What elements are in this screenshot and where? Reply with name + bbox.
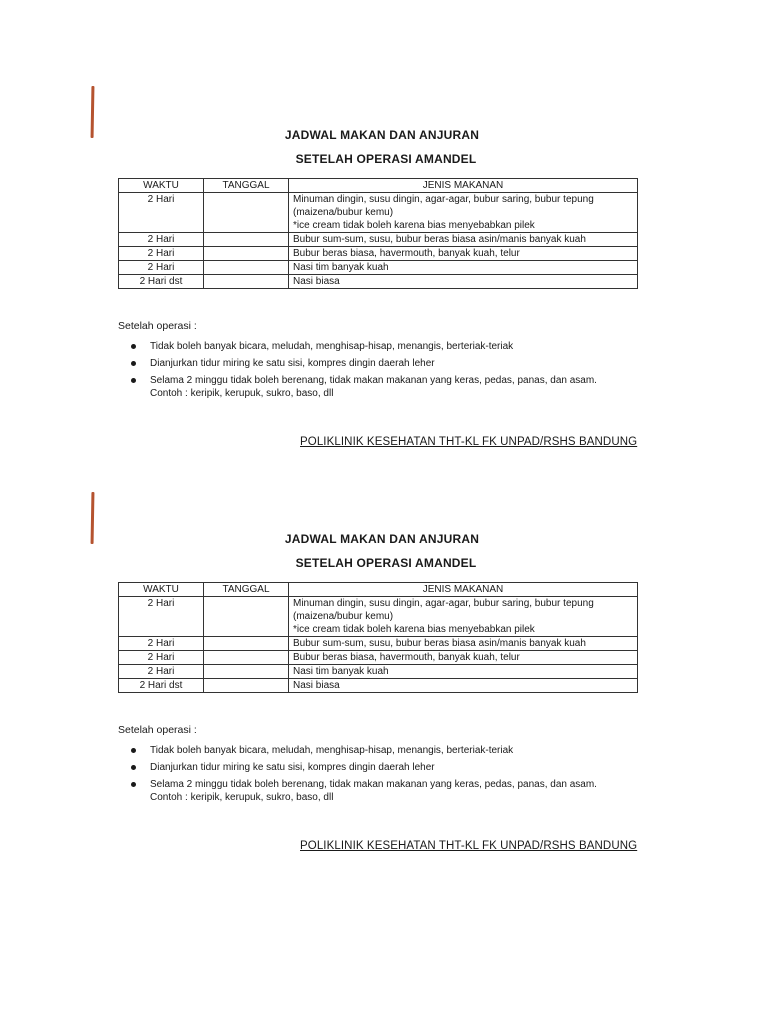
table-row bbox=[119, 679, 638, 693]
cell-tanggal bbox=[204, 247, 289, 261]
table-header-row bbox=[119, 179, 638, 193]
table-row bbox=[119, 275, 638, 289]
table-row bbox=[119, 597, 638, 637]
cell-waktu: 2 Hari bbox=[119, 651, 204, 665]
cell-line: *ice cream tidak boleh karena bias menyebabkan pilek bbox=[293, 624, 535, 635]
table-row bbox=[119, 637, 638, 651]
document-title: JADWAL MAKAN DAN ANJURAN bbox=[284, 532, 480, 546]
cell-tanggal bbox=[204, 679, 289, 693]
table-row bbox=[119, 261, 638, 275]
after-surgery-label: Setelah operasi : bbox=[118, 724, 197, 736]
cell-tanggal bbox=[204, 637, 289, 651]
cell-tanggal bbox=[204, 261, 289, 275]
clinic-footer: POLIKLINIK KESEHATAN THT-KL FK UNPAD/RSHS BANDUNG bbox=[300, 436, 638, 448]
cell-jenis: Bubur beras biasa, havermouth, banyak kuah, telur bbox=[289, 247, 638, 261]
document-copy-2 bbox=[0, 404, 768, 852]
cell-tanggal bbox=[204, 597, 289, 637]
cell-waktu: 2 Hari bbox=[119, 193, 204, 233]
header-tanggal: TANGGAL bbox=[204, 179, 289, 193]
header-waktu: WAKTU bbox=[119, 179, 204, 193]
cell-jenis: Bubur sum-sum, susu, bubur beras biasa asin/manis banyak kuah bbox=[289, 233, 638, 247]
table-row bbox=[119, 651, 638, 665]
cell-tanggal bbox=[204, 193, 289, 233]
document-copy-1 bbox=[0, 0, 768, 448]
cell-line: Minuman dingin, susu dingin, agar-agar, bubur saring, bubur tepung bbox=[293, 194, 594, 205]
meal-schedule-table bbox=[118, 178, 638, 289]
table-row bbox=[119, 233, 638, 247]
example-text: Contoh : keripik, kerupuk, sukro, baso, dll bbox=[150, 792, 334, 803]
cell-jenis bbox=[289, 193, 638, 233]
list-item: Dianjurkan tidur miring ke satu sisi, kompres dingin daerah leher bbox=[128, 759, 648, 776]
cell-tanggal bbox=[204, 275, 289, 289]
advice-list bbox=[128, 742, 648, 793]
cell-jenis: Bubur sum-sum, susu, bubur beras biasa asin/manis banyak kuah bbox=[289, 637, 638, 651]
cell-line: *ice cream tidak boleh karena bias menyebabkan pilek bbox=[293, 220, 535, 231]
cell-line: (maizena/bubur kemu) bbox=[293, 611, 394, 622]
cell-jenis: Bubur beras biasa, havermouth, banyak kuah, telur bbox=[289, 651, 638, 665]
document-title: JADWAL MAKAN DAN ANJURAN bbox=[284, 128, 480, 142]
document-subtitle: SETELAH OPERASI AMANDEL bbox=[295, 152, 477, 166]
list-item: Selama 2 minggu tidak boleh berenang, tidak makan makanan yang keras, pedas, panas, dan asam. bbox=[128, 372, 648, 389]
cell-waktu: 2 Hari dst bbox=[119, 679, 204, 693]
table-row bbox=[119, 247, 638, 261]
cell-tanggal bbox=[204, 651, 289, 665]
list-item: Tidak boleh banyak bicara, meludah, menghisap-hisap, menangis, berteriak-teriak bbox=[128, 742, 648, 759]
clinic-footer: POLIKLINIK KESEHATAN THT-KL FK UNPAD/RSHS BANDUNG bbox=[300, 840, 638, 852]
document-subtitle: SETELAH OPERASI AMANDEL bbox=[295, 556, 477, 570]
cell-line: Minuman dingin, susu dingin, agar-agar, bubur saring, bubur tepung bbox=[293, 598, 594, 609]
header-tanggal: TANGGAL bbox=[204, 583, 289, 597]
table-header-row bbox=[119, 583, 638, 597]
cell-jenis: Nasi biasa bbox=[289, 275, 638, 289]
cell-waktu: 2 Hari bbox=[119, 665, 204, 679]
cell-waktu: 2 Hari bbox=[119, 247, 204, 261]
cell-jenis: Nasi biasa bbox=[289, 679, 638, 693]
list-item: Tidak boleh banyak bicara, meludah, menghisap-hisap, menangis, berteriak-teriak bbox=[128, 338, 648, 355]
cell-jenis: Nasi tim banyak kuah bbox=[289, 665, 638, 679]
cell-waktu: 2 Hari bbox=[119, 637, 204, 651]
header-jenis-makanan: JENIS MAKANAN bbox=[289, 179, 638, 193]
meal-schedule-table bbox=[118, 582, 638, 693]
example-text: Contoh : keripik, kerupuk, sukro, baso, dll bbox=[150, 388, 334, 399]
cell-tanggal bbox=[204, 233, 289, 247]
table-row bbox=[119, 193, 638, 233]
list-item: Dianjurkan tidur miring ke satu sisi, kompres dingin daerah leher bbox=[128, 355, 648, 372]
header-waktu: WAKTU bbox=[119, 583, 204, 597]
cell-jenis bbox=[289, 597, 638, 637]
cell-waktu: 2 Hari dst bbox=[119, 275, 204, 289]
cell-waktu: 2 Hari bbox=[119, 233, 204, 247]
header-jenis-makanan: JENIS MAKANAN bbox=[289, 583, 638, 597]
advice-list bbox=[128, 338, 648, 389]
table-row bbox=[119, 665, 638, 679]
cell-line: (maizena/bubur kemu) bbox=[293, 207, 394, 218]
cell-waktu: 2 Hari bbox=[119, 597, 204, 637]
list-item: Selama 2 minggu tidak boleh berenang, tidak makan makanan yang keras, pedas, panas, dan asam. bbox=[128, 776, 648, 793]
cell-tanggal bbox=[204, 665, 289, 679]
after-surgery-label: Setelah operasi : bbox=[118, 320, 197, 332]
cell-waktu: 2 Hari bbox=[119, 261, 204, 275]
cell-jenis: Nasi tim banyak kuah bbox=[289, 261, 638, 275]
